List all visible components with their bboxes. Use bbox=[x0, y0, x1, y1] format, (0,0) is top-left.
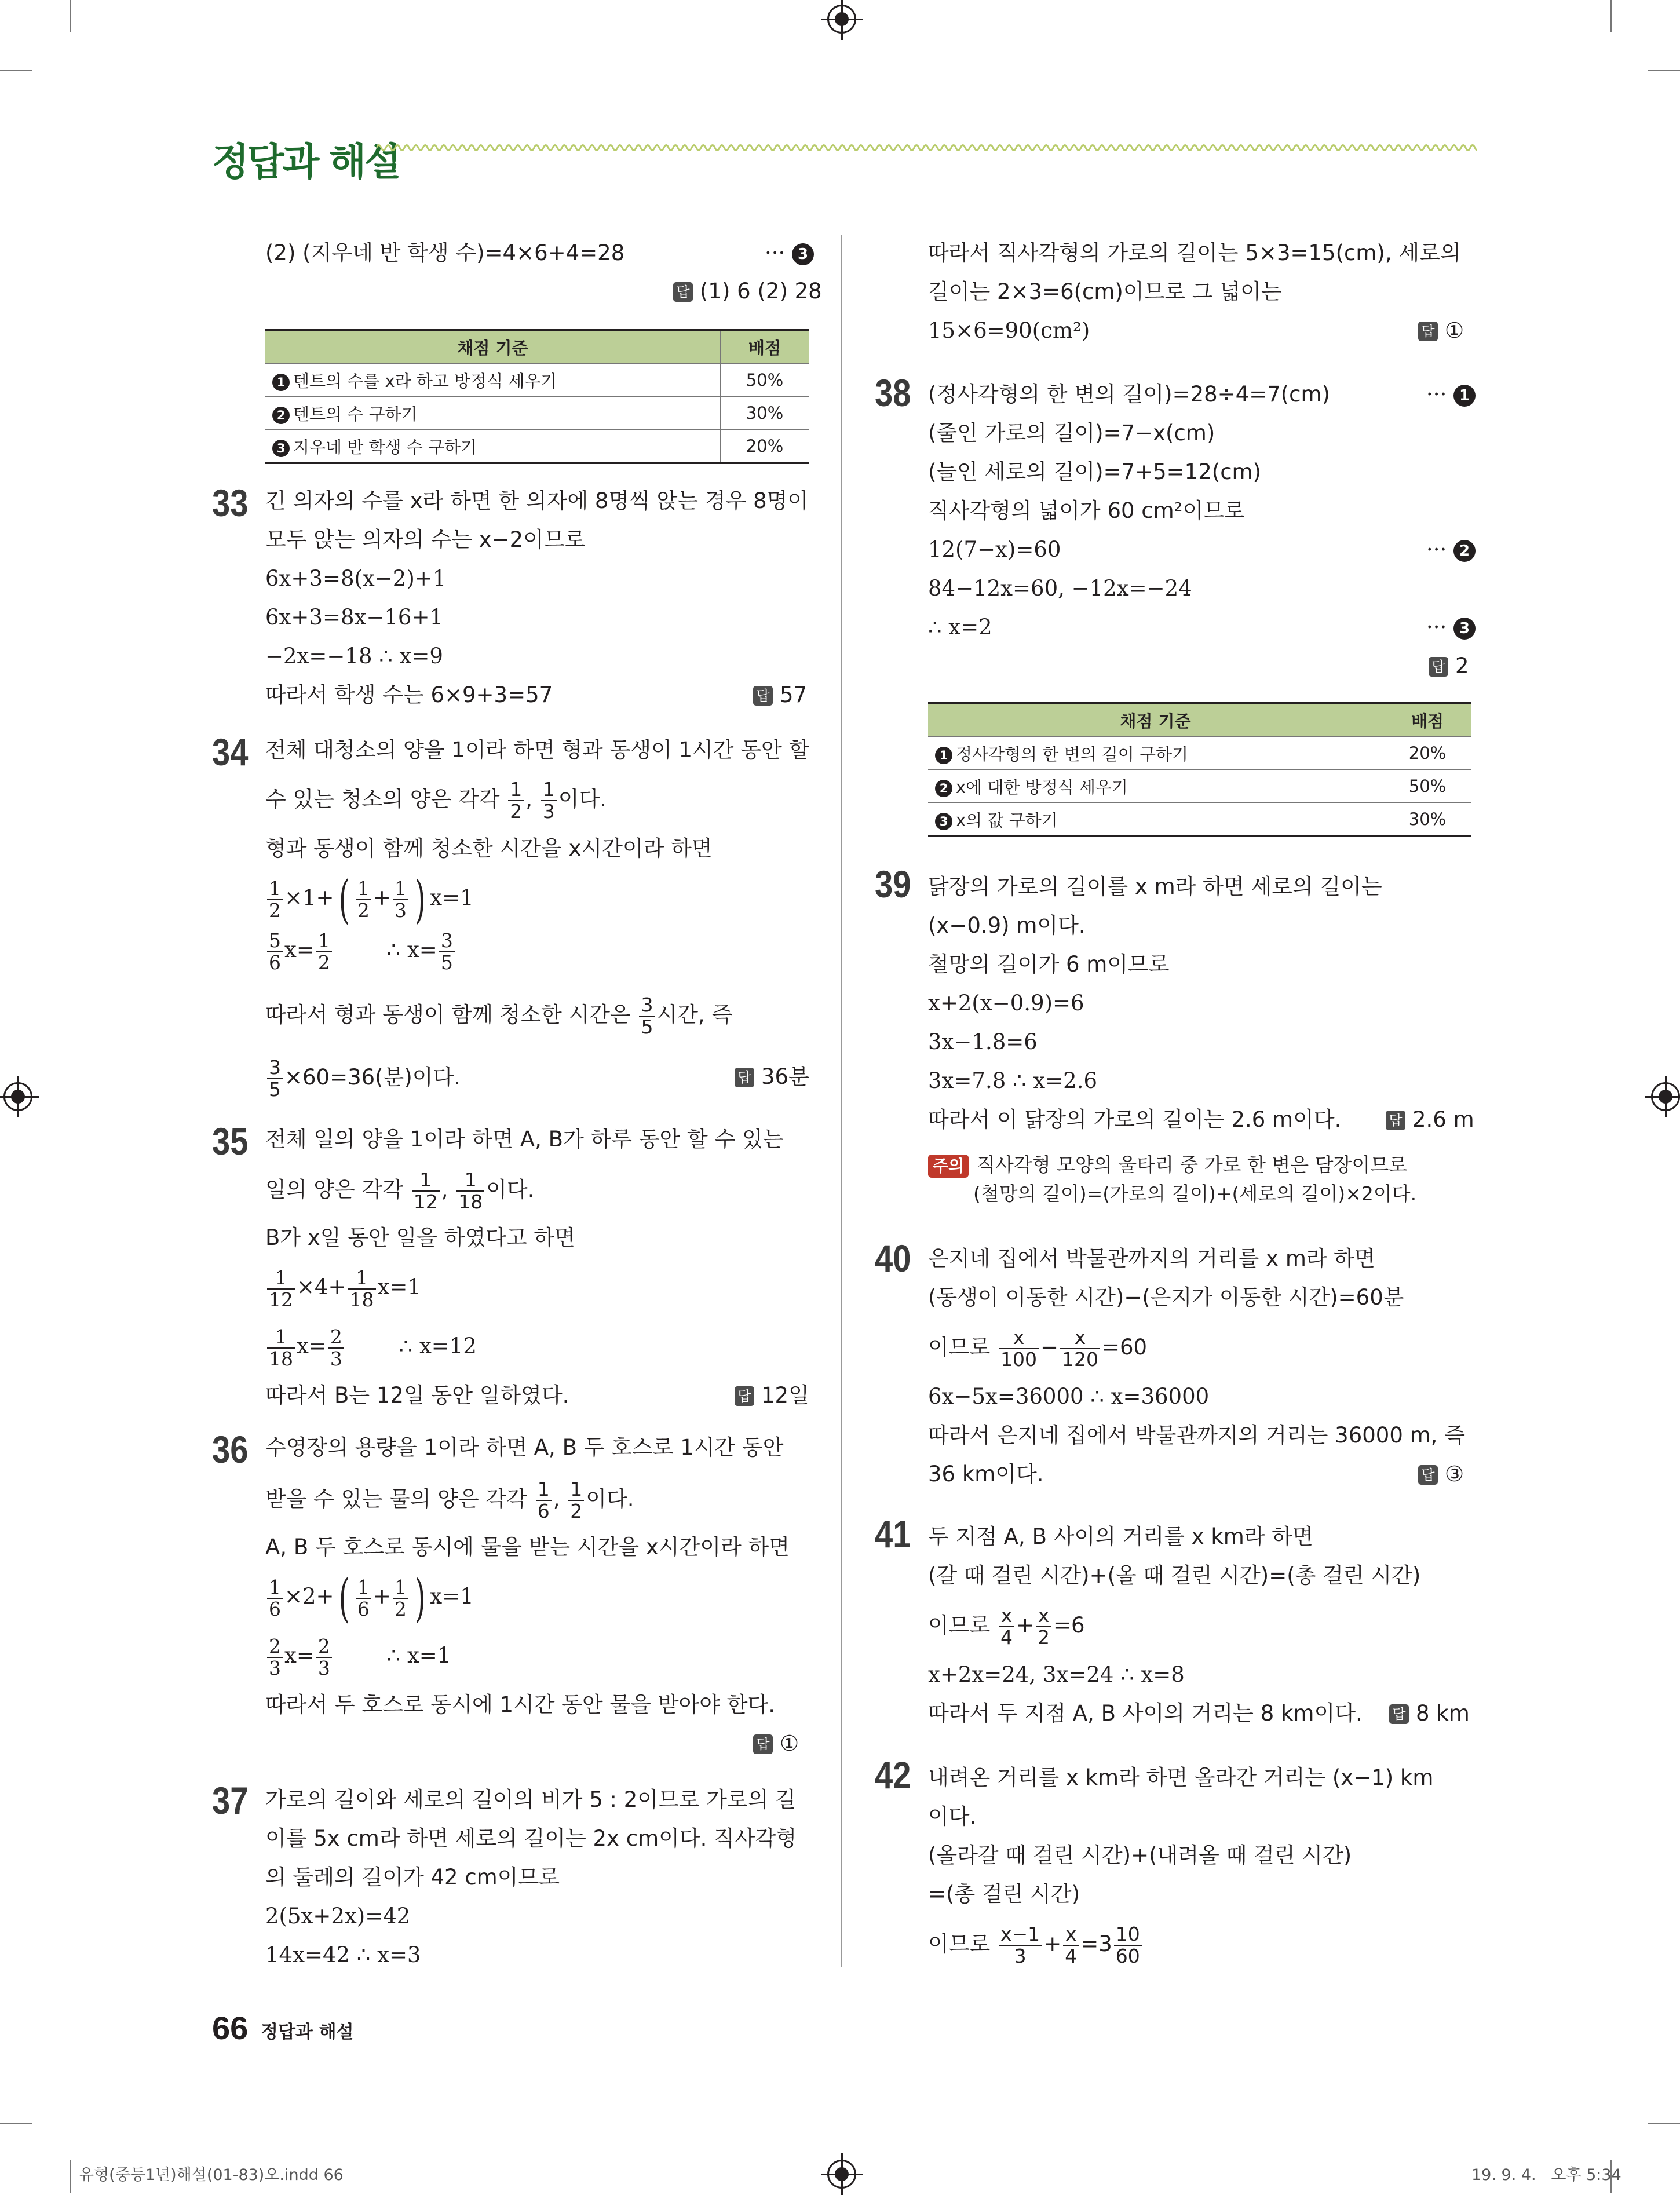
registration-mark-bottom bbox=[827, 2160, 856, 2189]
registration-mark-top bbox=[827, 5, 856, 34]
fraction: $\frac{1}{6}$ bbox=[356, 1577, 371, 1620]
p37-line: 2(5x+2x)=42 bbox=[265, 1904, 411, 1929]
p38-line: (줄인 가로의 길이)=7−x(cm) bbox=[928, 421, 1215, 445]
fraction: $\frac{2}{3}$ bbox=[328, 1327, 344, 1369]
fraction: $\frac{1}{12}$ bbox=[267, 1268, 295, 1310]
fraction: $\frac{1}{18}$ bbox=[267, 1327, 295, 1369]
p33-line: 6x+3=8(x−2)+1 bbox=[265, 566, 447, 591]
page-number: 66 bbox=[212, 2010, 249, 2046]
fraction: $\frac{1}{3}$ bbox=[541, 779, 557, 822]
p34-line: 따라서 형과 동생이 함께 청소한 시간은 $\frac{3}{5}$ 시간, 즉 bbox=[265, 993, 733, 1038]
crop-mark bbox=[0, 70, 32, 71]
fraction: $\frac{5}{6}$ bbox=[267, 930, 283, 973]
p38-line: (정사각형의 한 변의 길이)=28÷4=7(cm) bbox=[928, 382, 1330, 407]
fraction: $\frac{3}{5}$ bbox=[267, 1057, 283, 1100]
p41-line: (갈 때 걸린 시간)+(올 때 걸린 시간)=(총 걸린 시간) bbox=[928, 1563, 1421, 1588]
p35-answer: 답 12일 bbox=[735, 1382, 809, 1409]
p42-line: 이다. bbox=[928, 1804, 977, 1829]
footer-timestamp: 19. 9. 4. 오후 5:34 bbox=[1471, 2166, 1621, 2184]
problem-number-37: 37 bbox=[212, 1779, 249, 1822]
crop-mark bbox=[1648, 70, 1680, 71]
p34-answer: 답 36분 bbox=[735, 1064, 809, 1090]
answer-badge: 답 bbox=[1429, 657, 1448, 677]
fraction: $\frac{1}{2}$ bbox=[568, 1479, 584, 1522]
p39-line: 닭장의 가로의 길이를 x m라 하면 세로의 길이는 bbox=[928, 874, 1382, 899]
fraction: $\frac{x}{4}$ bbox=[999, 1605, 1014, 1648]
p36-line: 수영장의 용량을 1이라 하면 A, B 두 호스로 1시간 동안 bbox=[265, 1435, 784, 1460]
p40-line: (동생이 이동한 시간)−(은지가 이동한 시간)=60분 bbox=[928, 1285, 1404, 1310]
p38-line: 84−12x=60, −12x=−24 bbox=[928, 576, 1192, 601]
problem-number-34: 34 bbox=[212, 731, 249, 773]
p40-equation: 이므로 $\frac{x}{100}$ − $\frac{x}{120}$ =60 bbox=[928, 1325, 1148, 1371]
p33-line: 따라서 학생 수는 6×9+3=57 bbox=[265, 682, 553, 707]
p33-line: −2x=−18 ∴ x=9 bbox=[265, 644, 443, 669]
p34-equation: $\frac{5}{6}$ x= $\frac{1}{2}$ ∴ x= $\frac{3}{5}$ bbox=[265, 921, 456, 979]
answer-badge: 답 bbox=[735, 1386, 754, 1406]
crop-mark bbox=[0, 2123, 32, 2124]
fraction: $\frac{1}{18}$ bbox=[348, 1268, 376, 1310]
p33-line: 6x+3=8x−16+1 bbox=[265, 605, 443, 630]
problem-number-40: 40 bbox=[875, 1237, 911, 1280]
fraction: $\frac{1}{2}$ bbox=[356, 878, 371, 921]
p32-step-mark: ··· 3 bbox=[765, 240, 814, 266]
answer-badge: 답 bbox=[673, 282, 693, 302]
problem-number-38: 38 bbox=[875, 371, 911, 414]
p40-line: 따라서 은지네 집에서 박물관까지의 거리는 36000 m, 즉 bbox=[928, 1423, 1465, 1448]
fraction: $\frac{1}{3}$ bbox=[393, 878, 408, 921]
p40-line: 은지네 집에서 박물관까지의 거리를 x m라 하면 bbox=[928, 1246, 1375, 1271]
problem-number-39: 39 bbox=[875, 863, 911, 905]
answer-badge: 답 bbox=[1418, 1465, 1438, 1485]
fraction: $\frac{x}{120}$ bbox=[1060, 1327, 1100, 1370]
p36-answer: 답 ① bbox=[753, 1730, 799, 1757]
fraction: $\frac{1}{2}$ bbox=[508, 779, 524, 822]
p38-step-mark: ··· 3 bbox=[1426, 614, 1476, 641]
fraction: $\frac{1}{18}$ bbox=[456, 1170, 484, 1212]
problem-number-42: 42 bbox=[875, 1754, 911, 1796]
p35-line: 전체 일의 양을 1이라 하면 A, B가 하루 동안 할 수 있는 bbox=[265, 1127, 784, 1152]
p42-line: =(총 걸린 시간) bbox=[928, 1882, 1080, 1907]
fraction: $\frac{2}{3}$ bbox=[267, 1636, 283, 1679]
p36-equation: $\frac{1}{6}$ ×2+( $\frac{1}{6}$ + $\frac{1}{2}$ ) x=1 bbox=[265, 1568, 474, 1626]
p35-equation: $\frac{1}{12}$ ×4+ $\frac{1}{18}$ x=1 bbox=[265, 1258, 421, 1316]
p39-line: 3x=7.8 ∴ x=2.6 bbox=[928, 1068, 1098, 1093]
p40-line: 6x−5x=36000 ∴ x=36000 bbox=[928, 1384, 1210, 1409]
p42-equation: 이므로 $\frac{x-1}{3}$ + $\frac{x}{4}$ =3 $\frac{10}{60}$ bbox=[928, 1915, 1144, 1973]
fraction: $\frac{1}{2}$ bbox=[267, 878, 283, 921]
p40-answer: 답 ③ bbox=[1418, 1461, 1464, 1488]
p36-line: A, B 두 호스로 동시에 물을 받는 시간을 x시간이라 하면 bbox=[265, 1535, 790, 1559]
footer-section-label: 정답과 해설 bbox=[261, 2022, 354, 2043]
p32-line: (2) (지우네 반 학생 수)=4×6+4=28 bbox=[265, 240, 625, 265]
note-badge: 주의 bbox=[928, 1155, 969, 1178]
p33-answer: 답 57 bbox=[753, 682, 807, 708]
p35-line: B가 x일 동안 일을 하였다고 하면 bbox=[265, 1225, 575, 1250]
crop-mark bbox=[1610, 0, 1612, 32]
p35-equation: $\frac{1}{18}$ x= $\frac{2}{3}$ ∴ x=12 bbox=[265, 1317, 477, 1375]
p37-cont-line: 15×6=90(cm²) bbox=[928, 318, 1090, 343]
answer-badge: 답 bbox=[1386, 1111, 1405, 1130]
p42-line: 내려온 거리를 x km라 하면 올라간 거리는 (x−1) km bbox=[928, 1765, 1434, 1790]
p36-line: 따라서 두 호스로 동시에 1시간 동안 물을 받아야 한다. bbox=[265, 1692, 775, 1717]
answer-badge: 답 bbox=[753, 686, 773, 706]
p36-equation: $\frac{2}{3}$ x= $\frac{2}{3}$ ∴ x=1 bbox=[265, 1627, 451, 1685]
p38-answer: 답 2 bbox=[1429, 653, 1469, 680]
fraction: $\frac{2}{3}$ bbox=[316, 1636, 332, 1679]
p35-line: 일의 양은 각각 $\frac{1}{12}$ , $\frac{1}{18}$ 이다. bbox=[265, 1168, 535, 1213]
p32-answer: 답 (1) 6 (2) 28 bbox=[673, 278, 822, 305]
p37-line: 의 둘레의 길이가 42 cm이므로 bbox=[265, 1865, 560, 1890]
p41-equation: 이므로 $\frac{x}{4}$ + $\frac{x}{2}$ =6 bbox=[928, 1604, 1085, 1649]
p40-line: 36 km이다. bbox=[928, 1462, 1044, 1487]
answer-badge: 답 bbox=[1389, 1704, 1409, 1724]
registration-mark-right bbox=[1651, 1082, 1680, 1111]
crop-mark bbox=[70, 2160, 71, 2193]
fraction: $\frac{1}{12}$ bbox=[412, 1170, 440, 1212]
p34-equation: $\frac{1}{2}$ ×1+( $\frac{1}{2}$ + $\frac{1}{3}$ ) x=1 bbox=[265, 869, 474, 927]
problem-number-35: 35 bbox=[212, 1120, 249, 1163]
header-wave-line bbox=[377, 139, 1477, 156]
grading-table-2: 채점 기준 배점 1 정사각형의 한 변의 길이 구하기 20% 2 x에 대한 방정식 세우기 50% 3 x의 값 구하기 30% bbox=[928, 702, 1471, 837]
p37-line: 가로의 길이와 세로의 길이의 비가 5 : 2이므로 가로의 길 bbox=[265, 1787, 796, 1812]
p34-line: 수 있는 청소의 양은 각각 $\frac{1}{2}$ , $\frac{1}{3}$ 이다. bbox=[265, 777, 607, 823]
p39-line: (x−0.9) m이다. bbox=[928, 913, 1086, 938]
p39-line: x+2(x−0.9)=6 bbox=[928, 991, 1084, 1016]
grading-table-1: 채점 기준 배점 1 텐트의 수를 x라 하고 방정식 세우기 50% 2 텐트의 수 구하기 30% 3 지우네 반 학생 수 구하기 20% bbox=[265, 329, 809, 464]
p34-line: $\frac{3}{5}$ ×60=36(분)이다. bbox=[265, 1049, 461, 1106]
p33-line: 긴 의자의 수를 x라 하면 한 의자에 8명씩 앉는 경우 8명이 bbox=[265, 488, 809, 513]
p41-line: x+2x=24, 3x=24 ∴ x=8 bbox=[928, 1662, 1185, 1687]
problem-number-33: 33 bbox=[212, 481, 249, 524]
p38-line: (늘인 세로의 길이)=7+5=12(cm) bbox=[928, 459, 1262, 484]
problem-number-41: 41 bbox=[875, 1513, 911, 1555]
fraction: $\frac{1}{2}$ bbox=[393, 1577, 408, 1620]
crop-mark bbox=[70, 0, 71, 32]
p42-line: (올라갈 때 걸린 시간)+(내려올 때 걸린 시간) bbox=[928, 1843, 1352, 1868]
p39-line: 따라서 이 닭장의 가로의 길이는 2.6 m이다. bbox=[928, 1107, 1342, 1132]
fraction: $\frac{3}{5}$ bbox=[439, 930, 455, 973]
fraction: $\frac{1}{6}$ bbox=[267, 1577, 283, 1620]
p37-line: 14x=42 ∴ x=3 bbox=[265, 1942, 421, 1967]
p39-line: 3x−1.8=6 bbox=[928, 1029, 1038, 1054]
fraction: $\frac{1}{2}$ bbox=[316, 930, 332, 973]
page-header-title: 정답과 해설 bbox=[212, 140, 400, 184]
answer-badge: 답 bbox=[753, 1734, 773, 1754]
p38-step-mark: ··· 1 bbox=[1426, 381, 1476, 408]
p36-line: 받을 수 있는 물의 양은 각각 $\frac{1}{6}$ , $\frac{1}{2}$ 이다. bbox=[265, 1477, 634, 1522]
fraction: $\frac{10}{60}$ bbox=[1114, 1924, 1142, 1967]
fraction: $\frac{1}{6}$ bbox=[536, 1479, 552, 1522]
p38-line: 12(7−x)=60 bbox=[928, 537, 1061, 562]
p39-note: 주의 직사각형 모양의 울타리 중 가로 한 변은 담장이므로 (철망의 길이)=(가로의 길이)+(세로의 길이)×2이다. bbox=[928, 1151, 1416, 1208]
crop-mark bbox=[1648, 2123, 1680, 2124]
p34-line: 형과 동생이 함께 청소한 시간을 x시간이라 하면 bbox=[265, 836, 713, 861]
p38-line: ∴ x=2 bbox=[928, 615, 992, 640]
p37-answer: 답 ① bbox=[1418, 317, 1464, 344]
fraction: $\frac{x}{2}$ bbox=[1036, 1605, 1051, 1648]
p41-line: 두 지점 A, B 사이의 거리를 x km라 하면 bbox=[928, 1524, 1313, 1549]
p38-line: 직사각형의 넓이가 60 cm²이므로 bbox=[928, 498, 1245, 523]
p38-step-mark: ··· 2 bbox=[1426, 536, 1476, 563]
p35-line: 따라서 B는 12일 동안 일하였다. bbox=[265, 1383, 569, 1408]
p39-answer: 답 2.6 m bbox=[1386, 1106, 1474, 1133]
fraction: $\frac{x}{100}$ bbox=[999, 1327, 1039, 1370]
p37-cont-line: 길이는 2×3=6(cm)이므로 그 넓이는 bbox=[928, 279, 1282, 304]
p37-cont-line: 따라서 직사각형의 가로의 길이는 5×3=15(cm), 세로의 bbox=[928, 240, 1461, 265]
column-divider bbox=[841, 235, 842, 1967]
p34-line: 전체 대청소의 양을 1이라 하면 형과 동생이 1시간 동안 할 bbox=[265, 737, 810, 762]
p37-line: 이를 5x cm라 하면 세로의 길이는 2x cm이다. 직사각형 bbox=[265, 1826, 797, 1851]
fraction: $\frac{x-1}{3}$ bbox=[999, 1924, 1042, 1967]
p39-line: 철망의 길이가 6 m이므로 bbox=[928, 952, 1170, 977]
fraction: $\frac{x}{4}$ bbox=[1063, 1924, 1079, 1967]
registration-mark-left bbox=[3, 1082, 32, 1111]
fraction: $\frac{3}{5}$ bbox=[639, 995, 655, 1038]
p33-line: 모두 앉는 의자의 수는 x−2이므로 bbox=[265, 527, 586, 552]
problem-number-36: 36 bbox=[212, 1428, 249, 1471]
answer-badge: 답 bbox=[735, 1068, 754, 1087]
p41-line: 따라서 두 지점 A, B 사이의 거리는 8 km이다. bbox=[928, 1701, 1363, 1726]
answer-badge: 답 bbox=[1418, 322, 1438, 341]
footer-file-name: 유형(중등1년)해설(01-83)오.indd 66 bbox=[79, 2166, 344, 2184]
p41-answer: 답 8 km bbox=[1389, 1700, 1470, 1727]
